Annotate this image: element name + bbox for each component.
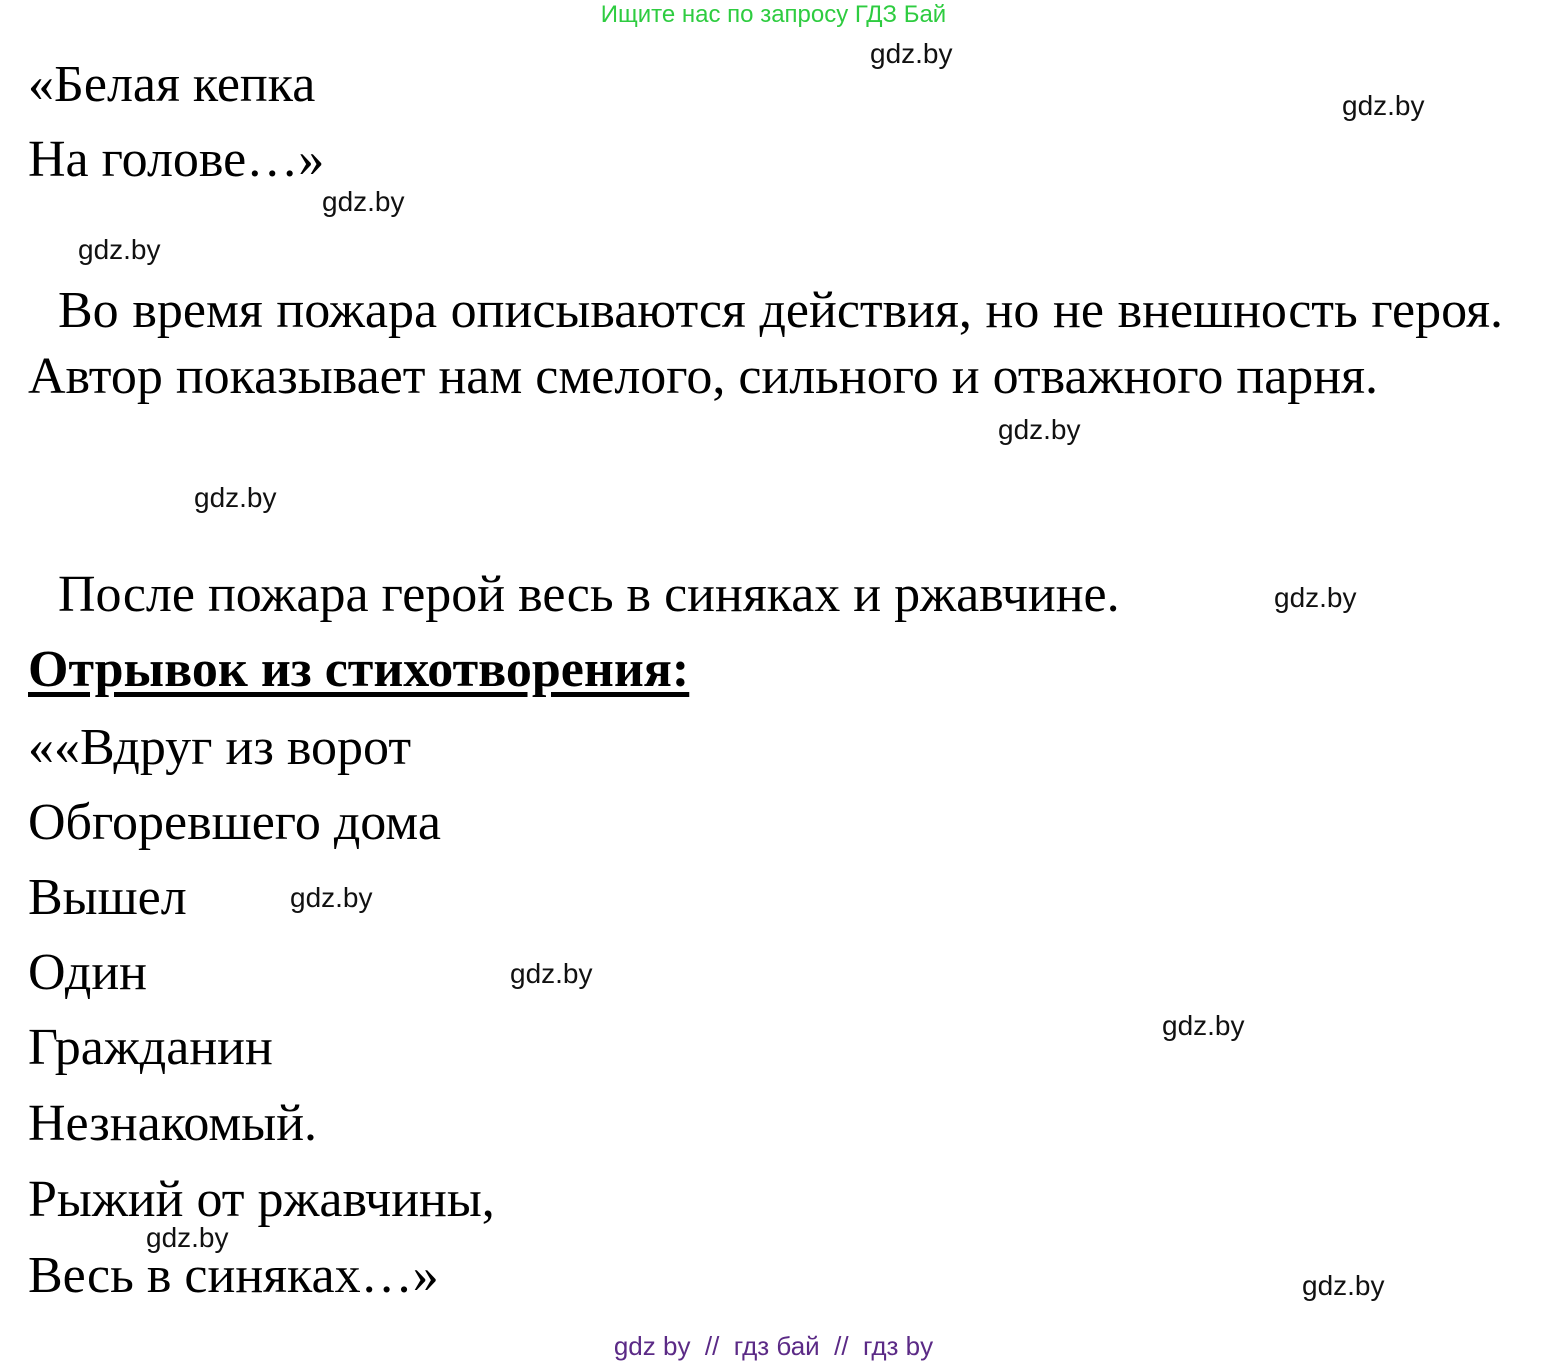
quote-line-2: На голове…» — [28, 131, 325, 188]
poem-line-6: Незнакомый. — [28, 1095, 318, 1152]
paragraph-hero-during-fire: Во время пожара описываются действия, но не внешность героя. Автор показывает нам смелого, сильного и отважного парня. — [28, 282, 1503, 405]
watermark: gdz.by — [1302, 1270, 1385, 1301]
watermark: gdz.by — [290, 882, 373, 913]
paragraph-hero-after-fire: После пожара герой весь в синяках и ржавчине. — [58, 566, 1120, 623]
search-banner: Ищите нас по запросу ГДЗ Бай — [600, 1, 947, 28]
watermark: gdz.by — [510, 958, 593, 989]
poem-line-1: ««Вдруг из ворот — [28, 719, 412, 776]
poem-line-5: Гражданин — [28, 1019, 273, 1076]
watermark: gdz.by — [146, 1222, 229, 1253]
quote-line-1: «Белая кепка — [28, 56, 316, 113]
poem-line-3: Вышел — [28, 869, 187, 926]
watermark: gdz.by — [194, 482, 277, 513]
watermark: gdz.by — [78, 234, 161, 265]
watermark: gdz.by — [870, 38, 953, 69]
watermark: gdz.by — [1274, 582, 1357, 613]
footer-links: gdz by // гдз бай // гдз by — [613, 1331, 934, 1361]
excerpt-heading: Отрывок из стихотворения: — [28, 641, 690, 698]
watermark: gdz.by — [1162, 1010, 1245, 1041]
poem-line-7: Рыжий от ржавчины, — [28, 1171, 495, 1228]
watermark: gdz.by — [998, 414, 1081, 445]
watermark: gdz.by — [322, 186, 405, 217]
poem-line-4: Один — [28, 944, 147, 1001]
watermark: gdz.by — [1342, 90, 1425, 121]
poem-line-8: Весь в синяках…» — [28, 1247, 439, 1304]
poem-line-2: Обгоревшего дома — [28, 794, 441, 851]
